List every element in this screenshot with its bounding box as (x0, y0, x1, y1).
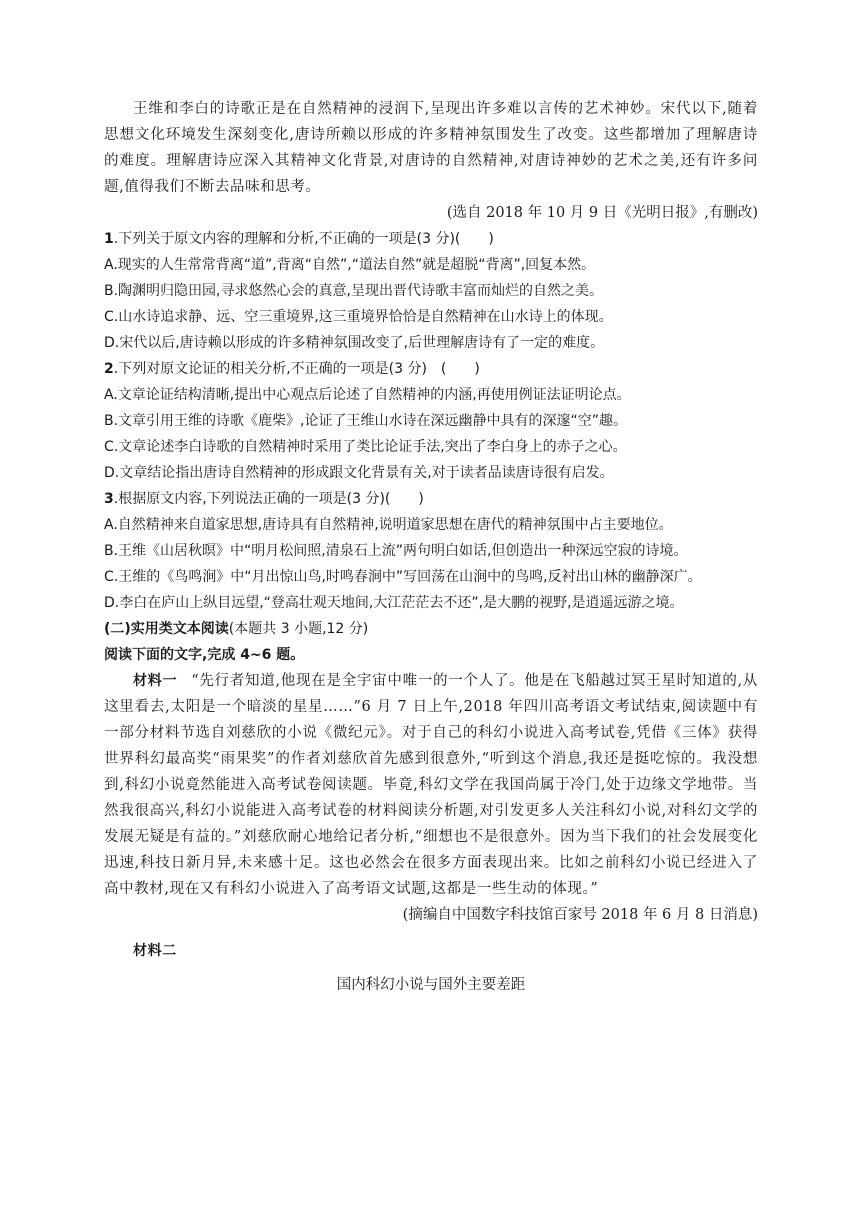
section-heading-note: (本题共 3 小题,12 分) (228, 621, 369, 637)
section-instruction: 阅读下面的文字,完成 4~6 题。 (104, 647, 305, 663)
option-d[interactable]: D.宋代以后,唐诗赖以形成的许多精神氛围改变了,后世理解唐诗有了一定的难度。 (104, 335, 605, 351)
material-1-label: 材料一 (133, 673, 178, 689)
option-b[interactable]: B.陶渊明归隐田园,寻求悠然心会的真意,呈现出晋代诗歌丰富而灿烂的自然之美。 (104, 283, 603, 299)
question-stem: .根据原文内容,下列说法正确的一项是(3 分)( ) (113, 491, 424, 507)
material-2 (104, 938, 758, 964)
question-number: 1 (104, 231, 114, 247)
material-1-source: (摘编自中国数字科技馆百家号 2018 年 6 月 8 日消息) (402, 907, 758, 923)
option-c[interactable]: C.王维的《鸟鸣涧》中“月出惊山鸟,时鸣春涧中”写回荡在山涧中的鸟鸣,反衬出山林的幽静深广。 (104, 569, 702, 585)
question-number: 3 (104, 491, 114, 507)
option-a[interactable]: A.自然精神来自道家思想,唐诗具有自然精神,说明道家思想在唐代的精神氛围中占主要地位。 (104, 517, 673, 533)
passage-paragraph: 王维和李白的诗歌正是在自然精神的浸润下,呈现出许多难以言传的艺术神妙。宋代以下,随着思想文化环境发生深刻变化,唐诗所赖以形成的许多精神氛围发生了改变。这些都增加了理解唐诗的难度。理解唐诗应深入其精神文化背景,对唐诗的自然精神,对唐诗神妙的艺术之美,还有许多问题,值得我们不断去品味和思考。 (104, 101, 758, 195)
option-a[interactable]: A.文章论证结构清晰,提出中心观点后论述了自然精神的内涵,再使用例证法证明论点。 (104, 387, 631, 403)
option-b[interactable]: B.王维《山居秋暝》中“明月松间照,清泉石上流”两句明白如话,但创造出一种深远空寂的诗境。 (104, 543, 688, 559)
question-number: 2 (104, 361, 114, 377)
option-d[interactable]: D.文章结论指出唐诗自然精神的形成跟文化背景有关,对于读者品读唐诗很有启发。 (104, 465, 614, 481)
option-b[interactable]: B.文章引用王维的诗歌《鹿柴》,论证了王维山水诗在深远幽静中具有的深邃“空”趣。 (104, 413, 628, 429)
option-c[interactable]: C.文章论述李白诗歌的自然精神时采用了类比论证手法,突出了李白身上的赤子之心。 (104, 439, 627, 455)
document-page (104, 96, 758, 998)
question-3 (104, 486, 758, 616)
passage-source: (选自 2018 年 10 月 9 日《光明日报》,有删改) (446, 205, 758, 221)
option-d[interactable]: D.李白在庐山上纵目远望,“登高壮观天地间,大江茫茫去不还”,是大鹏的视野,是逍遥远游之境。 (104, 595, 684, 611)
material-1-text: “先行者知道,他现在是全宇宙中唯一的一个人了。他是在飞船越过冥王星时知道的,从这里看去,太阳是一个暗淡的星星……”6 月 7 日上午,2018 年四川高考语文考试结束,阅读题中有一部分材料节选自刘慈欣的小说《微纪元》。对于自己的科幻小说进入高考试卷,凭借《三体》获得世界科幻最高奖“雨果奖”的作者刘慈欣首先感到很意外,“听到这个消息,我还是挺吃惊的。我没想到,科幻小说竟然能进入高考试卷阅读题。毕竟,科幻文学在我国尚属于冷门,处于边缘文学地带。当然我很高兴,科幻小说能进入高考试卷的材料阅读分析题,对引发更多人关注科幻小说,对科幻文学的发展无疑是有益的。”刘慈欣耐心地给记者分析,“细想也不是很意外。因为当下我们的社会发展变化迅速,科技日新月异,未来感十足。这也必然会在很多方面表现出来。比如之前科幻小说已经进入了高中教材,现在又有科幻小说进入了高考语文试题,这都是一些生动的体现。” (104, 673, 758, 897)
option-a[interactable]: A.现实的人生常常背离“道”,背离“自然”,“道法自然”就是超脱“背离”,回复本然。 (104, 257, 596, 273)
material-1 (104, 668, 758, 902)
question-stem: .下列对原文论证的相关分析,不正确的一项是(3 分) ( ) (113, 361, 480, 377)
section-heading: (二)实用类文本阅读(本题共 3 小题,12 分) (104, 621, 369, 637)
material-2-label: 材料二 (133, 943, 177, 959)
question-1 (104, 226, 758, 356)
question-2 (104, 356, 758, 486)
material-2-title: 国内科幻小说与国外主要差距 (336, 977, 526, 993)
option-c[interactable]: C.山水诗追求静、远、空三重境界,这三重境界恰恰是自然精神在山水诗上的体现。 (104, 309, 613, 325)
question-stem: .下列关于原文内容的理解和分析,不正确的一项是(3 分)( ) (113, 231, 494, 247)
